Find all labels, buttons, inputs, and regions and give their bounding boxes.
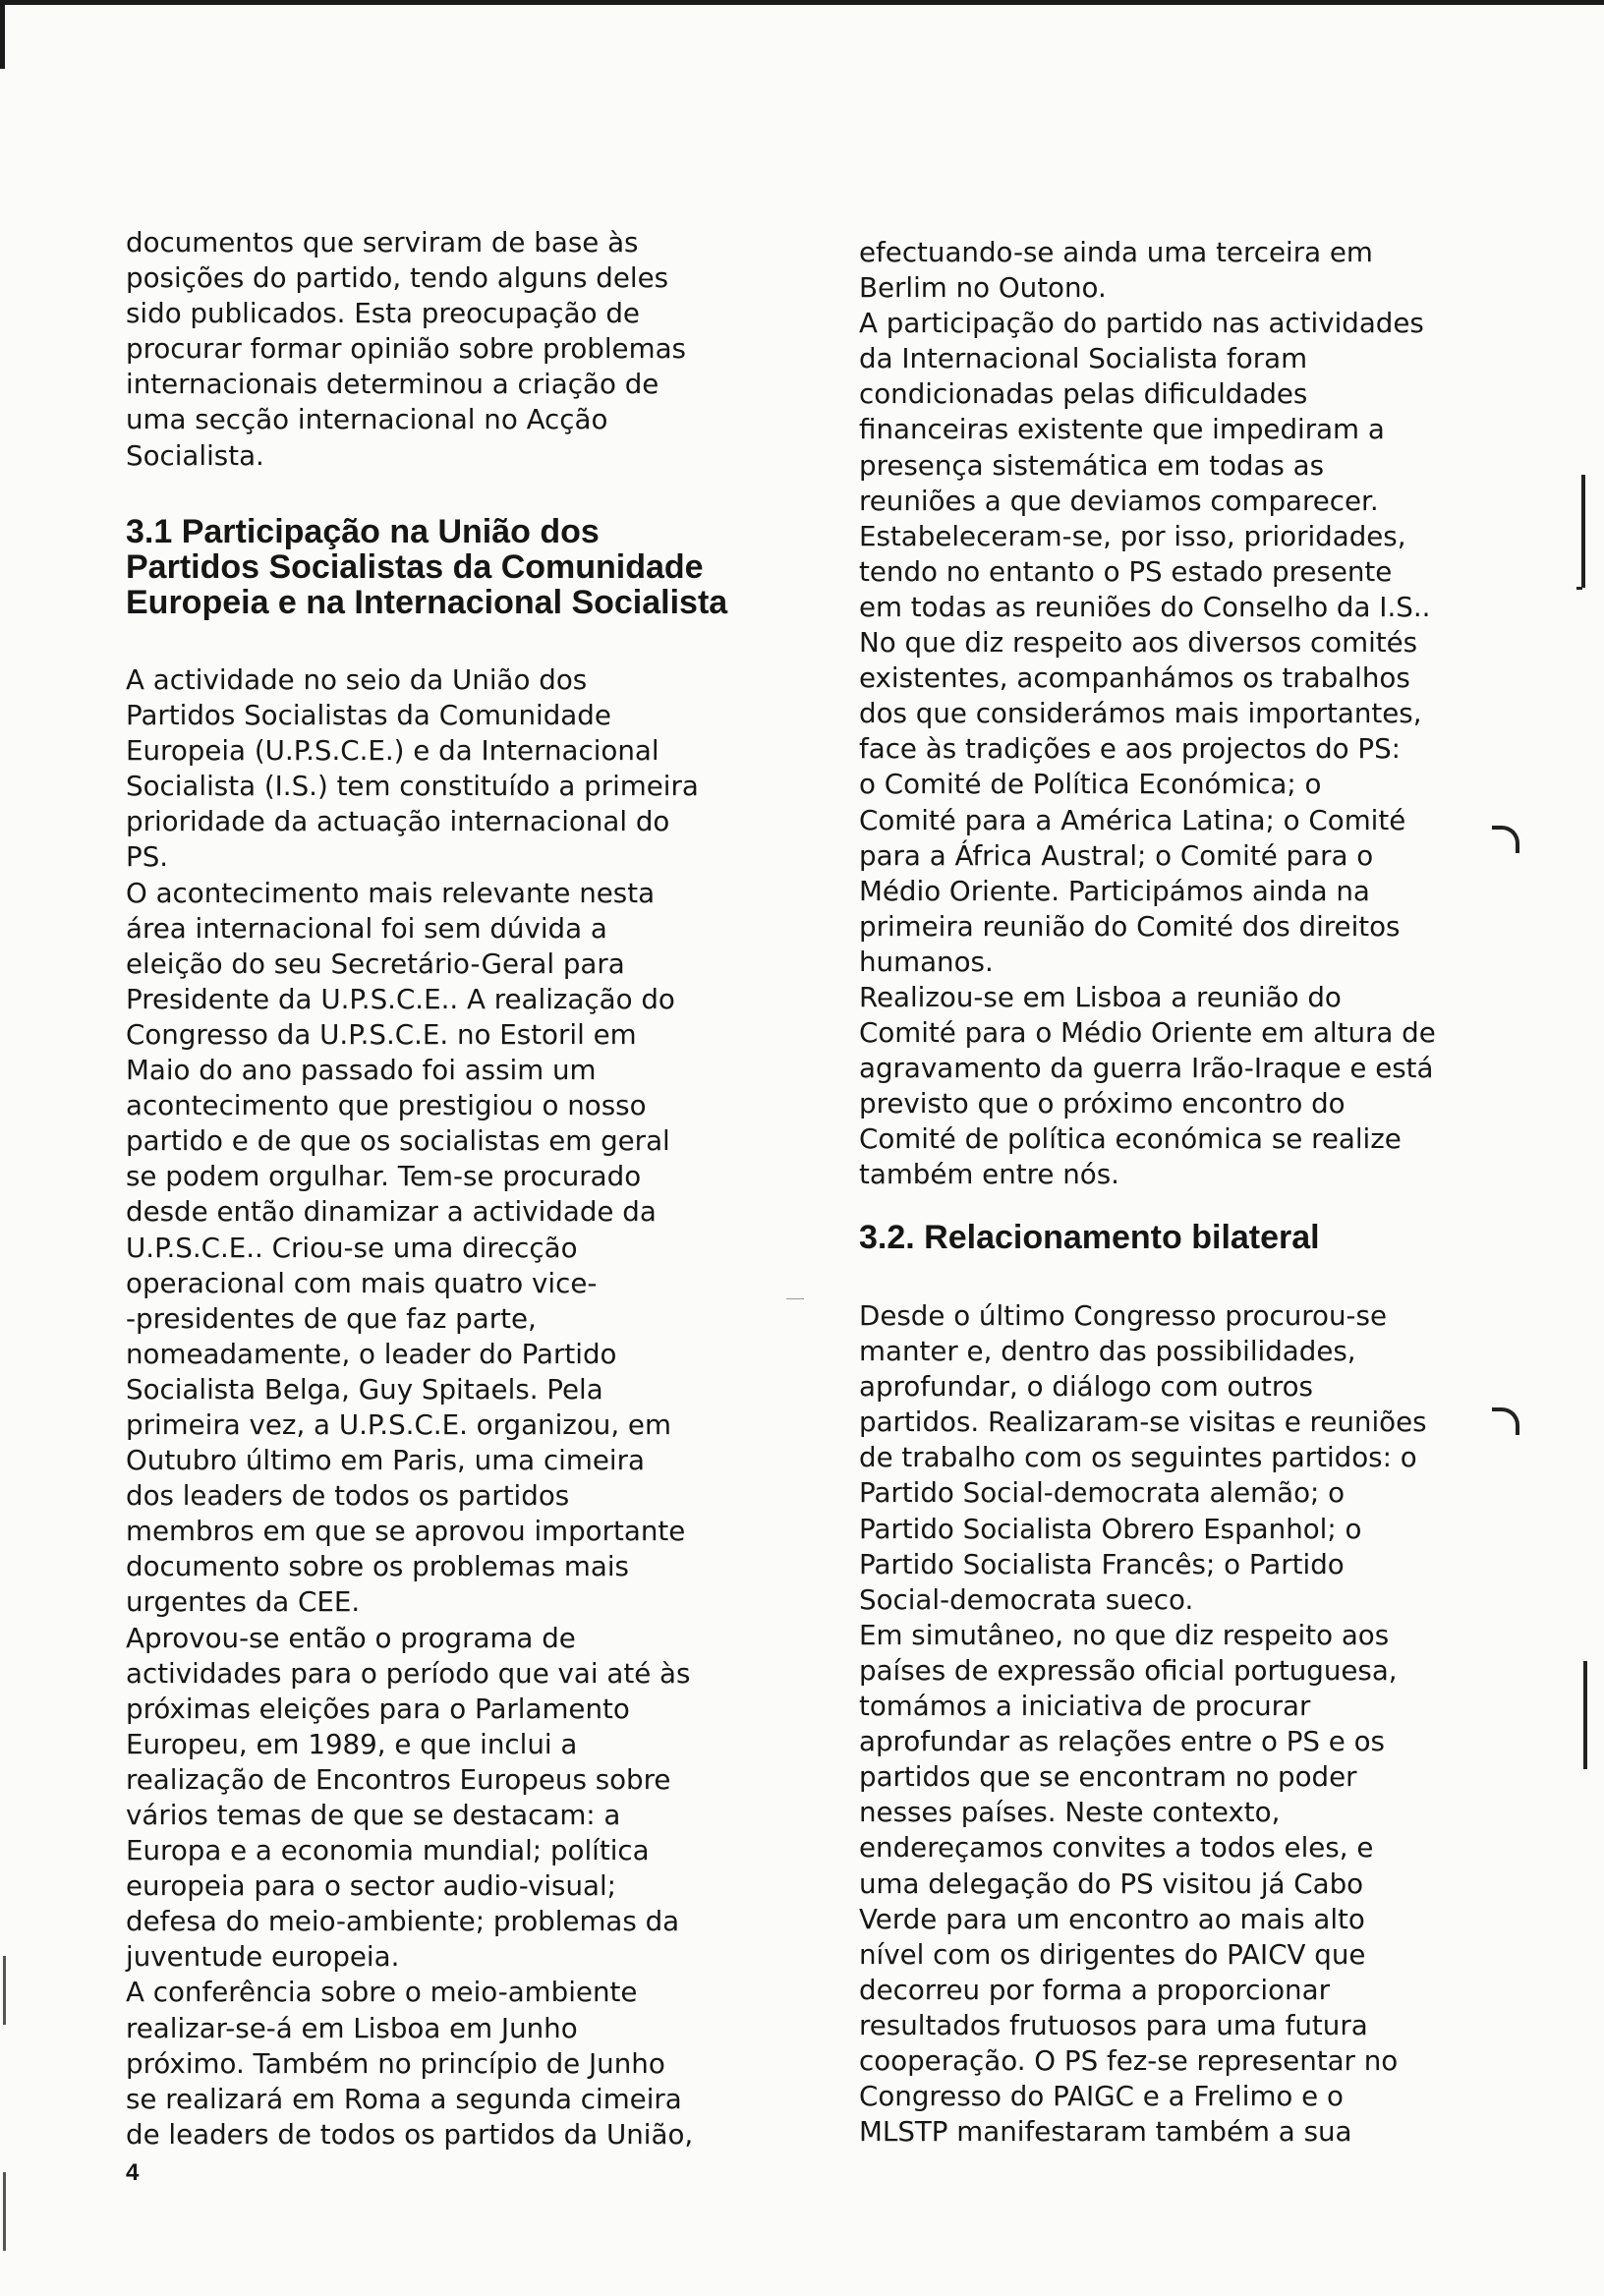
right-paragraph-bilateral: Desde o último Congresso procurou-se manter e, dentro das possibilidades, aprofundar, o diálogo com outros partidos. Realizaram-se visitas e reuniões de trabalho com os seguintes partidos: o Partido Social-democrata alemão; o Partido Socialista Obrero Espanhol; o Partido Socialista Francês; o Partido Social-democrata sueco. Em simutâneo, no que diz respeito aos países de expressão oficial portuguesa, tomámos a iniciativa de procurar aprofundar as relações entre o PS e os partidos que se encontram no poder nesses países. Neste contexto, endereçamos convites a todos eles, e uma delegação do PS visitou já Cabo Verde para um encontro ao mais alto nível com os dirigentes do PAICV que decorreu por forma a proporcionar resultados frutuosos para uma futura cooperação. O PS fez-se representar no Congresso do PAIGC e a Frelimo e o MLSTP manifestaram também a sua: [859, 1299, 1427, 2149]
margin-hook-mark: [1492, 826, 1519, 853]
scan-edge-mark: [3, 2172, 6, 2251]
left-paragraph-ups-ce: A actividade no seio da União dos Partidos Socialistas da Comunidade Europeia (U.P.S.C.E.) e da Internacional Socialista (I.S.) tem constituído a primeira prioridade da actuação internacional do PS. O acontecimento mais relevante nesta área internacional foi sem dúvida a eleição do seu Secretário-Geral para Presidente da U.P.S.C.E.. A realização do Congresso da U.P.S.C.E. no Estoril em Maio do ano passado foi assim um acontecimento que prestigiou o nosso partido e de que os socialistas em geral se podem orgulhar. Tem-se procurado desde então dinamizar a actividade da U.P.S.C.E.. Criou-se uma direcção operacional com mais quatro vice- -presidentes de que faz parte, nomeadamente, o leader do Partido Socialista Belga, Guy Spitaels. Pela primeira vez, a U.P.S.C.E. organizou, em Outubro último em Paris, uma cimeira dos leaders de todos os partidos membros em que se aprovou importante documento sobre os problemas mais urgentes da CEE. Aprovou-se então o programa de actividades para o período que vai até às próximas eleições para o Parlamento Europeu, em 1989, e que inclui a realização de Encontros Europeus sobre vários temas de que se destacam: a Europa e a economia mundial; política europeia para o sector audio-visual; defesa do meio-ambiente; problemas da juventude europeia. A conferência sobre o meio-ambiente realizar-se-á em Lisboa em Junho próximo. Também no princípio de Junho se realizará em Roma a segunda cimeira de leaders de todos os partidos da União,: [126, 663, 699, 2151]
right-paragraph-internacional: efectuando-se ainda uma terceira em Berlim no Outono. A participação do partido nas actividades da Internacional Socialista foram condicionadas pelas dificuldades financeiras existente que impediram a presença sistemática em todas as reuniões a que deviamos comparecer. Estabeleceram-se, por isso, prioridades, tendo no entanto o PS estado presente em todas as reuniões do Conselho da I.S.. No que diz respeito aos diversos comités existentes, acompanhámos os trabalhos dos que considerámos mais importantes, face às tradições e aos projectos do PS: o Comité de Política Económica; o Comité para a América Latina; o Comité para a África Austral; o Comité para o Médio Oriente. Participámos ainda na primeira reunião do Comité dos direitos humanos. Realizou-se em Lisboa a reunião do Comité para o Médio Oriente em altura de agravamento da guerra Irão-Iraque e está previsto que o próximo encontro do Comité de política económica se realize também entre nós.: [859, 236, 1436, 1191]
margin-bracket-foot: [1576, 575, 1582, 590]
scan-edge-mark: [3, 1956, 6, 2025]
section-heading-3-2: 3.2. Relacionamento bilateral: [859, 1219, 1320, 1256]
margin-bracket-mark: [1581, 475, 1589, 588]
margin-hook-mark: [1492, 1407, 1519, 1435]
left-paragraph-intro: documentos que serviram de base às posições do partido, tendo alguns deles sido publicados. Esta preocupação de procurar formar opinião sobre problemas internacionais determinou a criação de uma secção internacional no Acção Socialista.: [126, 226, 686, 472]
section-heading-3-1: 3.1 Participação na União dos Partidos Socialistas da Comunidade Europeia e na Internacional Socialista: [126, 513, 728, 621]
margin-bracket-mark: [1583, 1661, 1591, 1769]
top-border-line: [0, 0, 1604, 5]
page-number: 4: [126, 2159, 140, 2186]
scan-dash-mark: [786, 1298, 804, 1300]
top-left-corner-mark: [0, 0, 5, 69]
